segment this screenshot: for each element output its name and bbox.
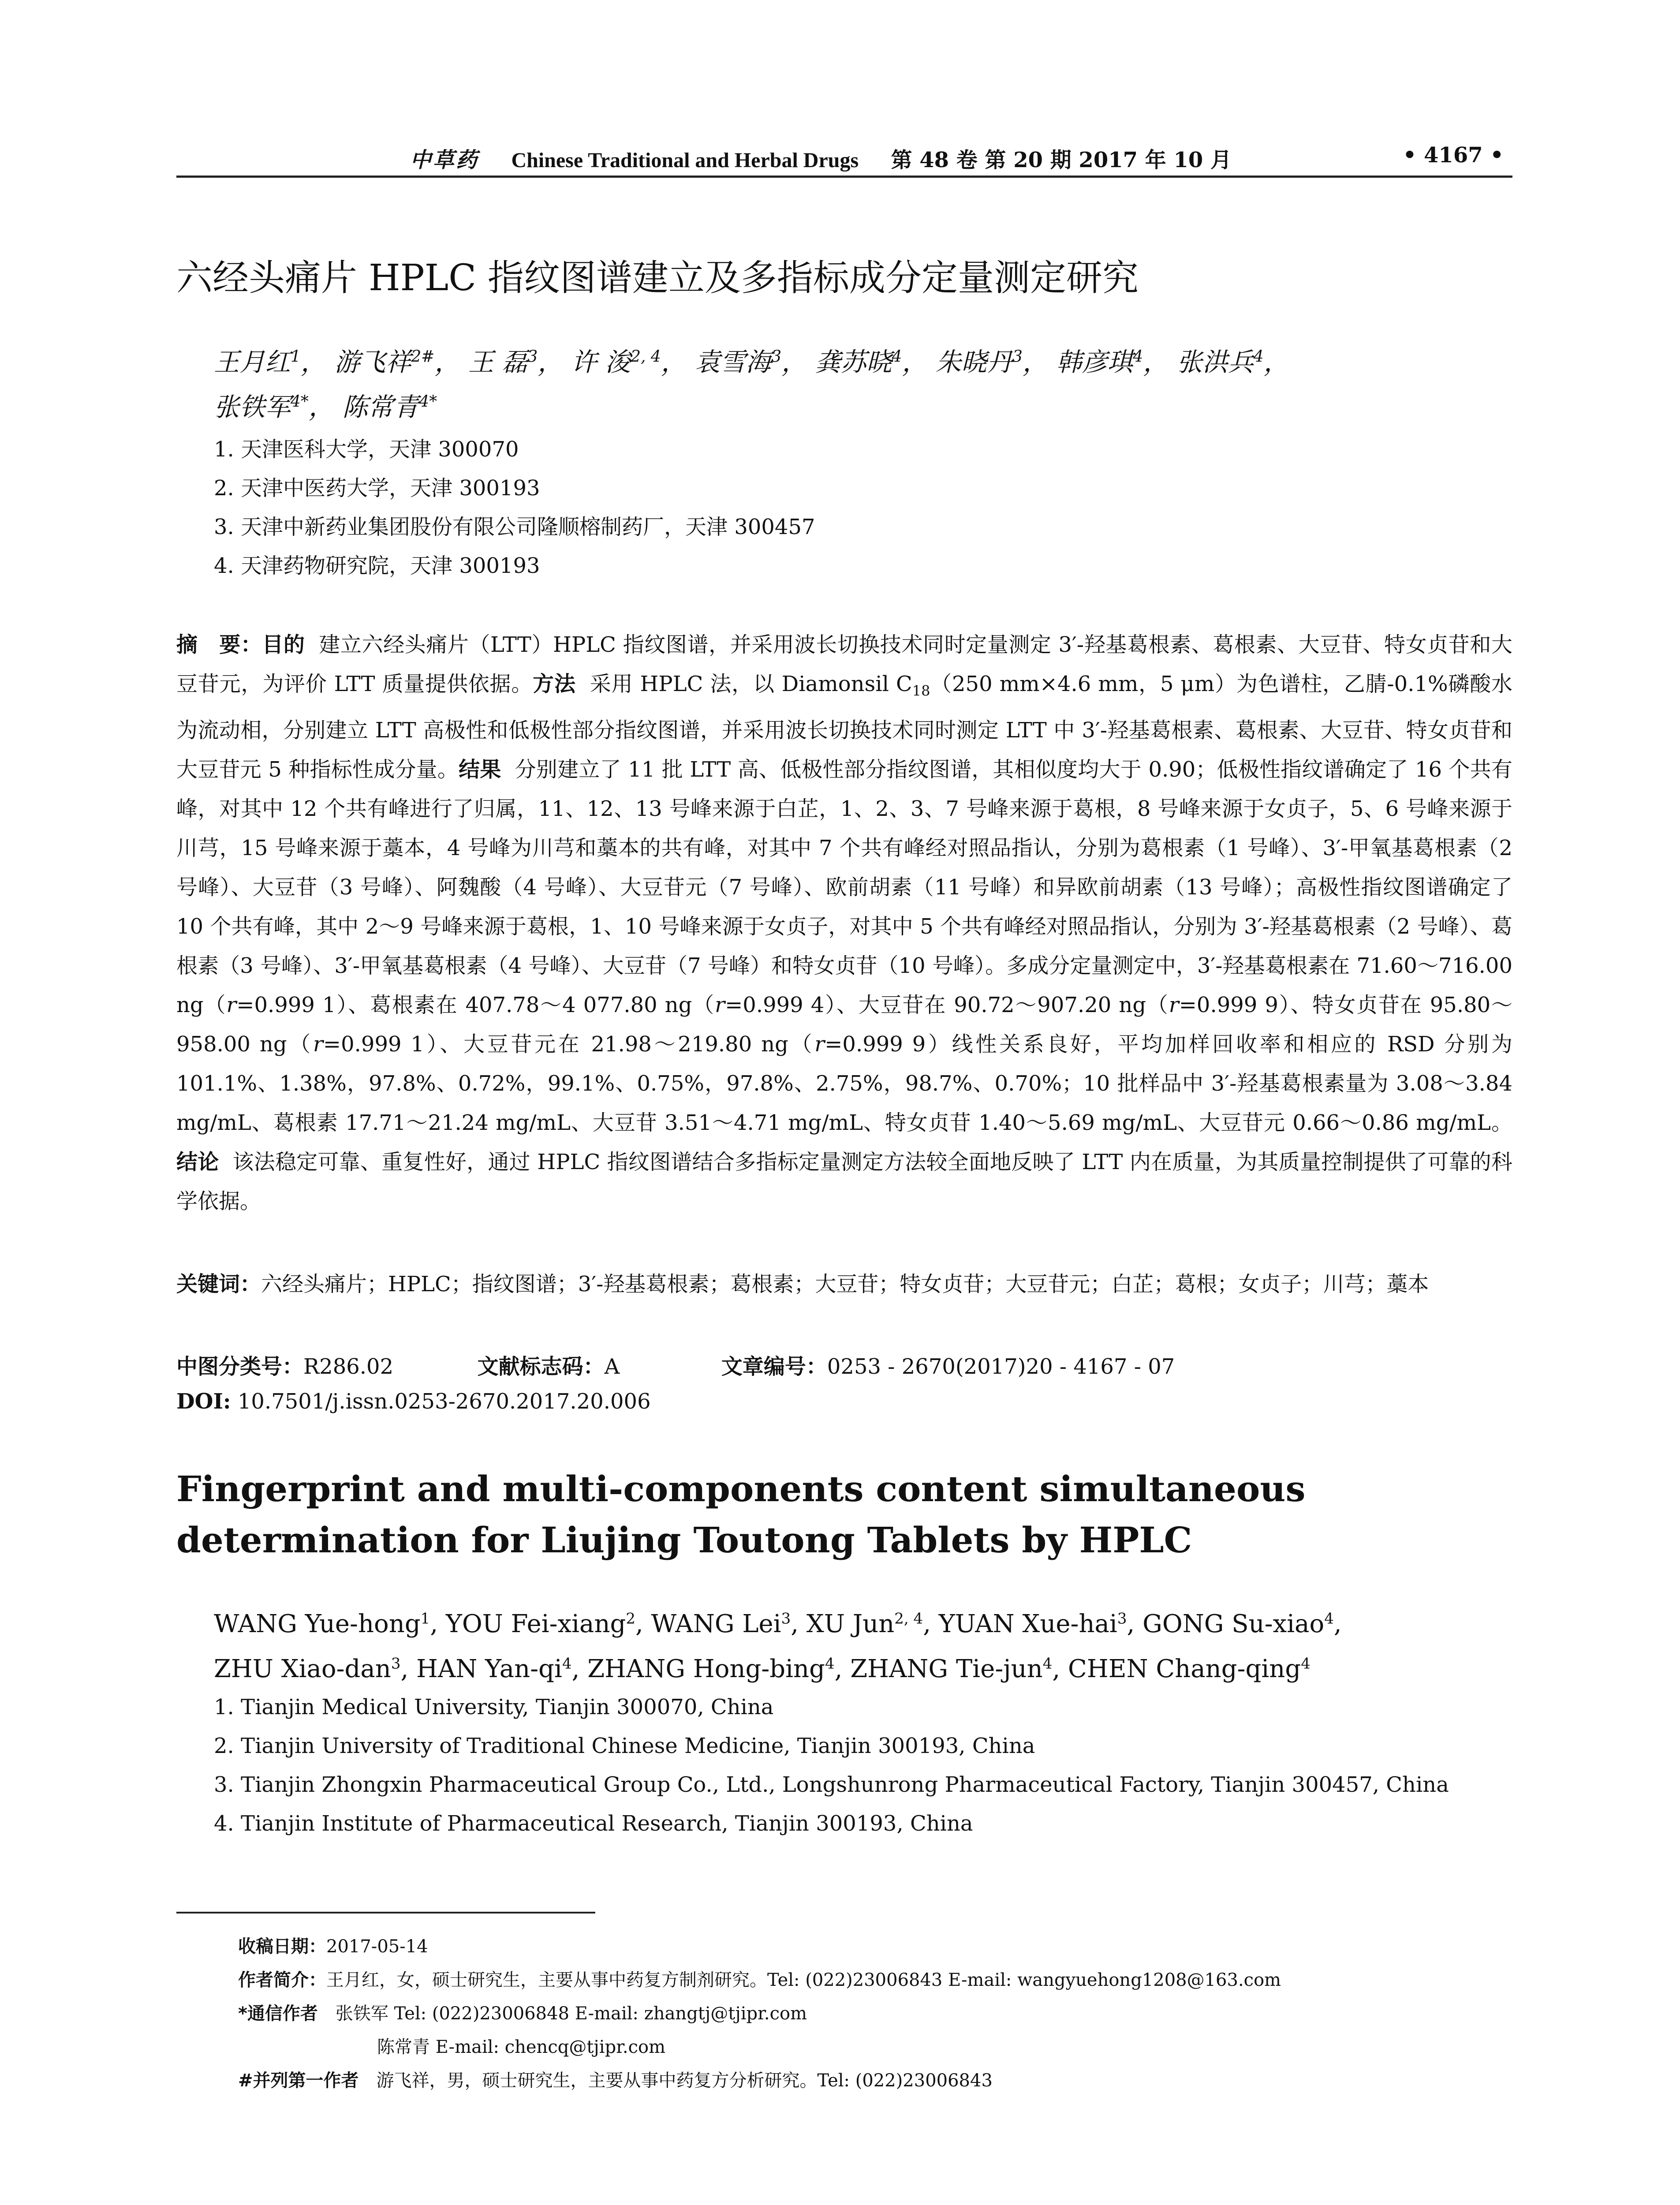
author-en: YUAN Xue-hai$^3$ [938, 1609, 1127, 1638]
author-cn: 张洪兵$^4$ [1176, 347, 1264, 377]
author-cn: 龚苏晓$^4$ [815, 347, 902, 377]
conclusion-label: 结论 [176, 1149, 219, 1174]
result-text-1: 分别建立了 11 批 LTT 高、低极性部分指纹图谱，其相似度均大于 0.90；低极性指纹谱确定了 16 个共有峰，对其中 12 个共有峰进行了归属，11、12、13 号峰来源于白芷，1、2、3、7 号峰来源于葛根，8 号峰来源于女贞子，5、6 号峰来源于川芎，15 号峰来源于藁本，4 号峰为川芎和藁本的共有峰，对其中 7 个共有峰经对照品指认，分别为葛根素（1 号峰）、3′-甲氧基葛根素（2 号峰）、大豆苷（3 号峰）、阿魏酸（4 号峰）、大豆苷元（7 号峰）、欧前胡素（11 号峰）和异欧前胡素（13 号峰）；高极性指纹图谱确定了 10 个共有峰，其中 2～9 号峰来源于葛根，1、10 号峰来源于女贞子，对其中 5 个共有峰经对照品指认，分别为 3′-羟基葛根素（2 号峰）、葛根素（3 号峰）、3′-甲氧基葛根素（4 号峰）、大豆苷（7 号峰）和特女贞苷（10 号峰）。多成分定量测定中，3′-羟基葛根素在 71.60～716.00 ng（ [176, 757, 1513, 1017]
footnote-rule [176, 1912, 595, 1913]
author-cn: 袁雪海$^3$ [694, 347, 782, 377]
method-text-1: 采用 HPLC 法，以 Diamonsil C [590, 672, 912, 696]
footnote-corr: *通信作者 张铁军 Tel: (022)23006848 E-mail: zhangtj@tjipr.com [238, 2003, 807, 2024]
authors-en: WANG Yue-hong$^1$, YOU Fei-xiang$^2$, WANG Lei$^3$, XU Jun$^{2, 4}$, YUAN Xue-hai$^3$, GONG Su-xiao$^4$, ZHU Xiao-dan$^3$, HAN Yan-$qi^4$, ZHANG Hong-bing$^4$, ZHANG Tie-jun$^4$, CHEN Chang-qing$^4$ [214, 1609, 1342, 1684]
r-symbol: r [814, 1031, 825, 1057]
r-symbol: r [715, 992, 725, 1017]
result-r4: =0.999 1）、大豆苷元在 21.98～219.80 ng（ [323, 1031, 815, 1057]
author-en: YOU Fei-xiang$^2$ [445, 1609, 635, 1638]
author-cn: 许 浚$^{2, 4}$ [571, 347, 661, 377]
objective-text: 建立六经头痛片（LTT）HPLC 指纹图谱，并采用波长切换技术同时定量测定 3′-羟基葛根素、葛根素、大豆苷、特女贞苷和大豆苷元，为评价 LTT 质量提供依据。 [176, 632, 1512, 696]
footnote-bio: 作者简介：王月红，女，硕士研究生，主要从事中药复方制剂研究。Tel: (022)23006843 E-mail: wangyuehong1208@163.com [238, 1970, 1281, 1990]
objective-label: 目的 [262, 632, 305, 657]
author-en: XU Jun$^{2, 4}$ [806, 1609, 923, 1638]
doi-value: 10.7501/j.issn.0253-2670.2017.20.006 [237, 1389, 651, 1414]
author-cn: 王 磊$^3$ [468, 347, 538, 377]
affiliation-cn-1: 1. 天津医科大学，天津 300070 [214, 437, 519, 462]
issue-info: 第 48 卷 第 20 期 2017 年 10 月 [891, 148, 1232, 172]
author-en: WANG Lei$^3$ [651, 1609, 791, 1638]
author-en: CHEN Chang-qing$^4$ [1068, 1655, 1310, 1684]
author-cn: 陈常青$^{4*}$ [342, 392, 437, 422]
doi-label: DOI: [176, 1389, 231, 1414]
header-center [410, 143, 1232, 173]
doc-code-label: 文献标志码： [477, 1354, 605, 1379]
affiliation-cn-4: 4. 天津药物研究院，天津 300193 [214, 553, 540, 578]
abstract-label: 摘 要： [176, 632, 262, 657]
author-en: ZHANG Tie-jun$^4$ [850, 1655, 1053, 1684]
author-en: ZHANG Hong-bing$^4$ [587, 1655, 835, 1684]
clc-value: R286.02 [303, 1354, 394, 1379]
abstract [176, 625, 1512, 1221]
article-no-value: 0253 - 2670(2017)20 - 4167 - 07 [827, 1354, 1175, 1379]
clc-label: 中图分类号： [176, 1354, 304, 1379]
result-label: 结果 [459, 757, 501, 782]
result-r5: =0.999 9）线性关系良好，平均加样回收率和相应的 RSD 分别为 101.1%、1.38%，97.8%、0.72%，99.1%、0.75%，97.8%、2.75%，98.7%、0.70%；10 批样品中 3′-羟基葛根素量为 3.08～3.84 mg/mL、葛根素 17.71～21.24 mg/mL、大豆苷 3.51～4.71 mg/mL、特女贞苷 1.40～5.69 mg/mL、大豆苷元 0.66～0.86 mg/mL。 [176, 1031, 1512, 1135]
result-r3: =0.999 9）、特女贞苷在 95.80～958.00 ng（ [176, 992, 1513, 1057]
keywords [176, 1265, 1512, 1304]
conclusion-text: 该法稳定可靠、重复性好，通过 HPLC 指纹图谱结合多指标定量测定方法较全面地反映了 LTT 内在质量，为其质量控制提供了可靠的科学依据。 [176, 1149, 1513, 1214]
author-cn: 张铁军$^{4*}$ [214, 392, 309, 422]
running-header [176, 140, 1512, 178]
author-en: WANG Yue-hong$^1$ [214, 1609, 430, 1638]
result-r2: =0.999 4）、大豆苷在 90.72～907.20 ng（ [725, 992, 1169, 1017]
affiliation-cn-2: 2. 天津中医药大学，天津 300193 [214, 476, 540, 501]
keywords-text: 六经头痛片；HPLC；指纹图谱；3′-羟基葛根素；葛根素；大豆苷；特女贞苷；大豆苷元；白芷；葛根；女贞子；川芎；藁本 [261, 1272, 1429, 1297]
affiliation-en-2: 2. Tianjin University of Traditional Chinese Medicine, Tianjin 300193, China [214, 1734, 1035, 1758]
r-symbol: r [313, 1031, 323, 1057]
title-cn: 六经头痛片 HPLC 指纹图谱建立及多指标成分定量测定研究 [176, 257, 1139, 299]
affiliation-en-3: 3. Tianjin Zhongxin Pharmaceutical Group Co., Ltd., Longshunrong Pharmaceutical Factory, Tianjin 300457, China [214, 1772, 1449, 1797]
method-label: 方法 [533, 672, 576, 696]
title-en: Fingerprint and multi-components content simultaneous determination for Liujing Toutong Tablets by HPLC [176, 1468, 1306, 1561]
footnote-corr-2: 陈常青 E-mail: chencq@tjipr.com [377, 2037, 666, 2057]
authors-cn: 王月红$^1$， 游飞祥$^{2\#}$， 王 磊$^3$， 许 浚$^{2, 4}$， 袁雪海$^3$， 龚苏晓$^4$， 朱晓丹$^3$， 韩彦琪$^4$， 张洪兵$^4$， 张铁军$^{4*}$， 陈常青$^{4*}$ [214, 347, 1289, 422]
classification-line [176, 1349, 1175, 1380]
affiliation-en-4: 4. Tianjin Institute of Pharmaceutical Research, Tianjin 300193, China [214, 1811, 973, 1836]
author-cn: 游飞祥$^{2\#}$ [334, 347, 435, 377]
r-symbol: r [1169, 992, 1179, 1017]
author-en: ZHU Xiao-dan$^3$ [214, 1655, 401, 1684]
method-sub: 18 [912, 682, 930, 699]
author-en: GONG Su-xiao$^4$ [1142, 1609, 1334, 1638]
method-text-2: （250 mm×4.6 mm，5 μm）为色谱柱，乙腈-0.1%磷酸水为流动相，分别建立 LTT 高极性和低极性部分指纹图谱，并采用波长切换技术同时测定 LTT 中 3′-羟基葛根素、葛根素、大豆苷、特女贞苷和大豆苷元 5 种指标性成分量。 [176, 672, 1512, 782]
author-en: HAN Yan-$qi^4$ [416, 1655, 572, 1684]
page-number: • 4167 • [1403, 143, 1504, 168]
keywords-label: 关键词： [176, 1272, 261, 1297]
doi-line [176, 1389, 651, 1414]
doc-code-value: A [604, 1354, 620, 1379]
affiliation-cn-3: 3. 天津中新药业集团股份有限公司隆顺榕制药厂，天津 300457 [214, 515, 815, 539]
author-cn: 王月红$^1$ [214, 347, 301, 377]
article-no-label: 文章编号： [721, 1354, 827, 1379]
author-cn: 韩彦琪$^4$ [1056, 347, 1143, 377]
journal-en-name: Chinese Traditional and Herbal Drugs [511, 149, 859, 172]
affiliation-en-1: 1. Tianjin Medical University, Tianjin 300070, China [214, 1695, 774, 1719]
result-r1: =0.999 1）、葛根素在 407.78～4 077.80 ng（ [236, 992, 715, 1017]
footnote-received: 收稿日期：2017-05-14 [238, 1936, 428, 1957]
author-cn: 朱晓丹$^3$ [935, 347, 1023, 377]
footnote-cofirst: #并列第一作者 游飞祥，男，硕士研究生，主要从事中药复方分析研究。Tel: (022)23006843 [238, 2070, 993, 2091]
journal-cn-logo: 中草药 [410, 148, 479, 172]
r-symbol: r [226, 992, 237, 1017]
